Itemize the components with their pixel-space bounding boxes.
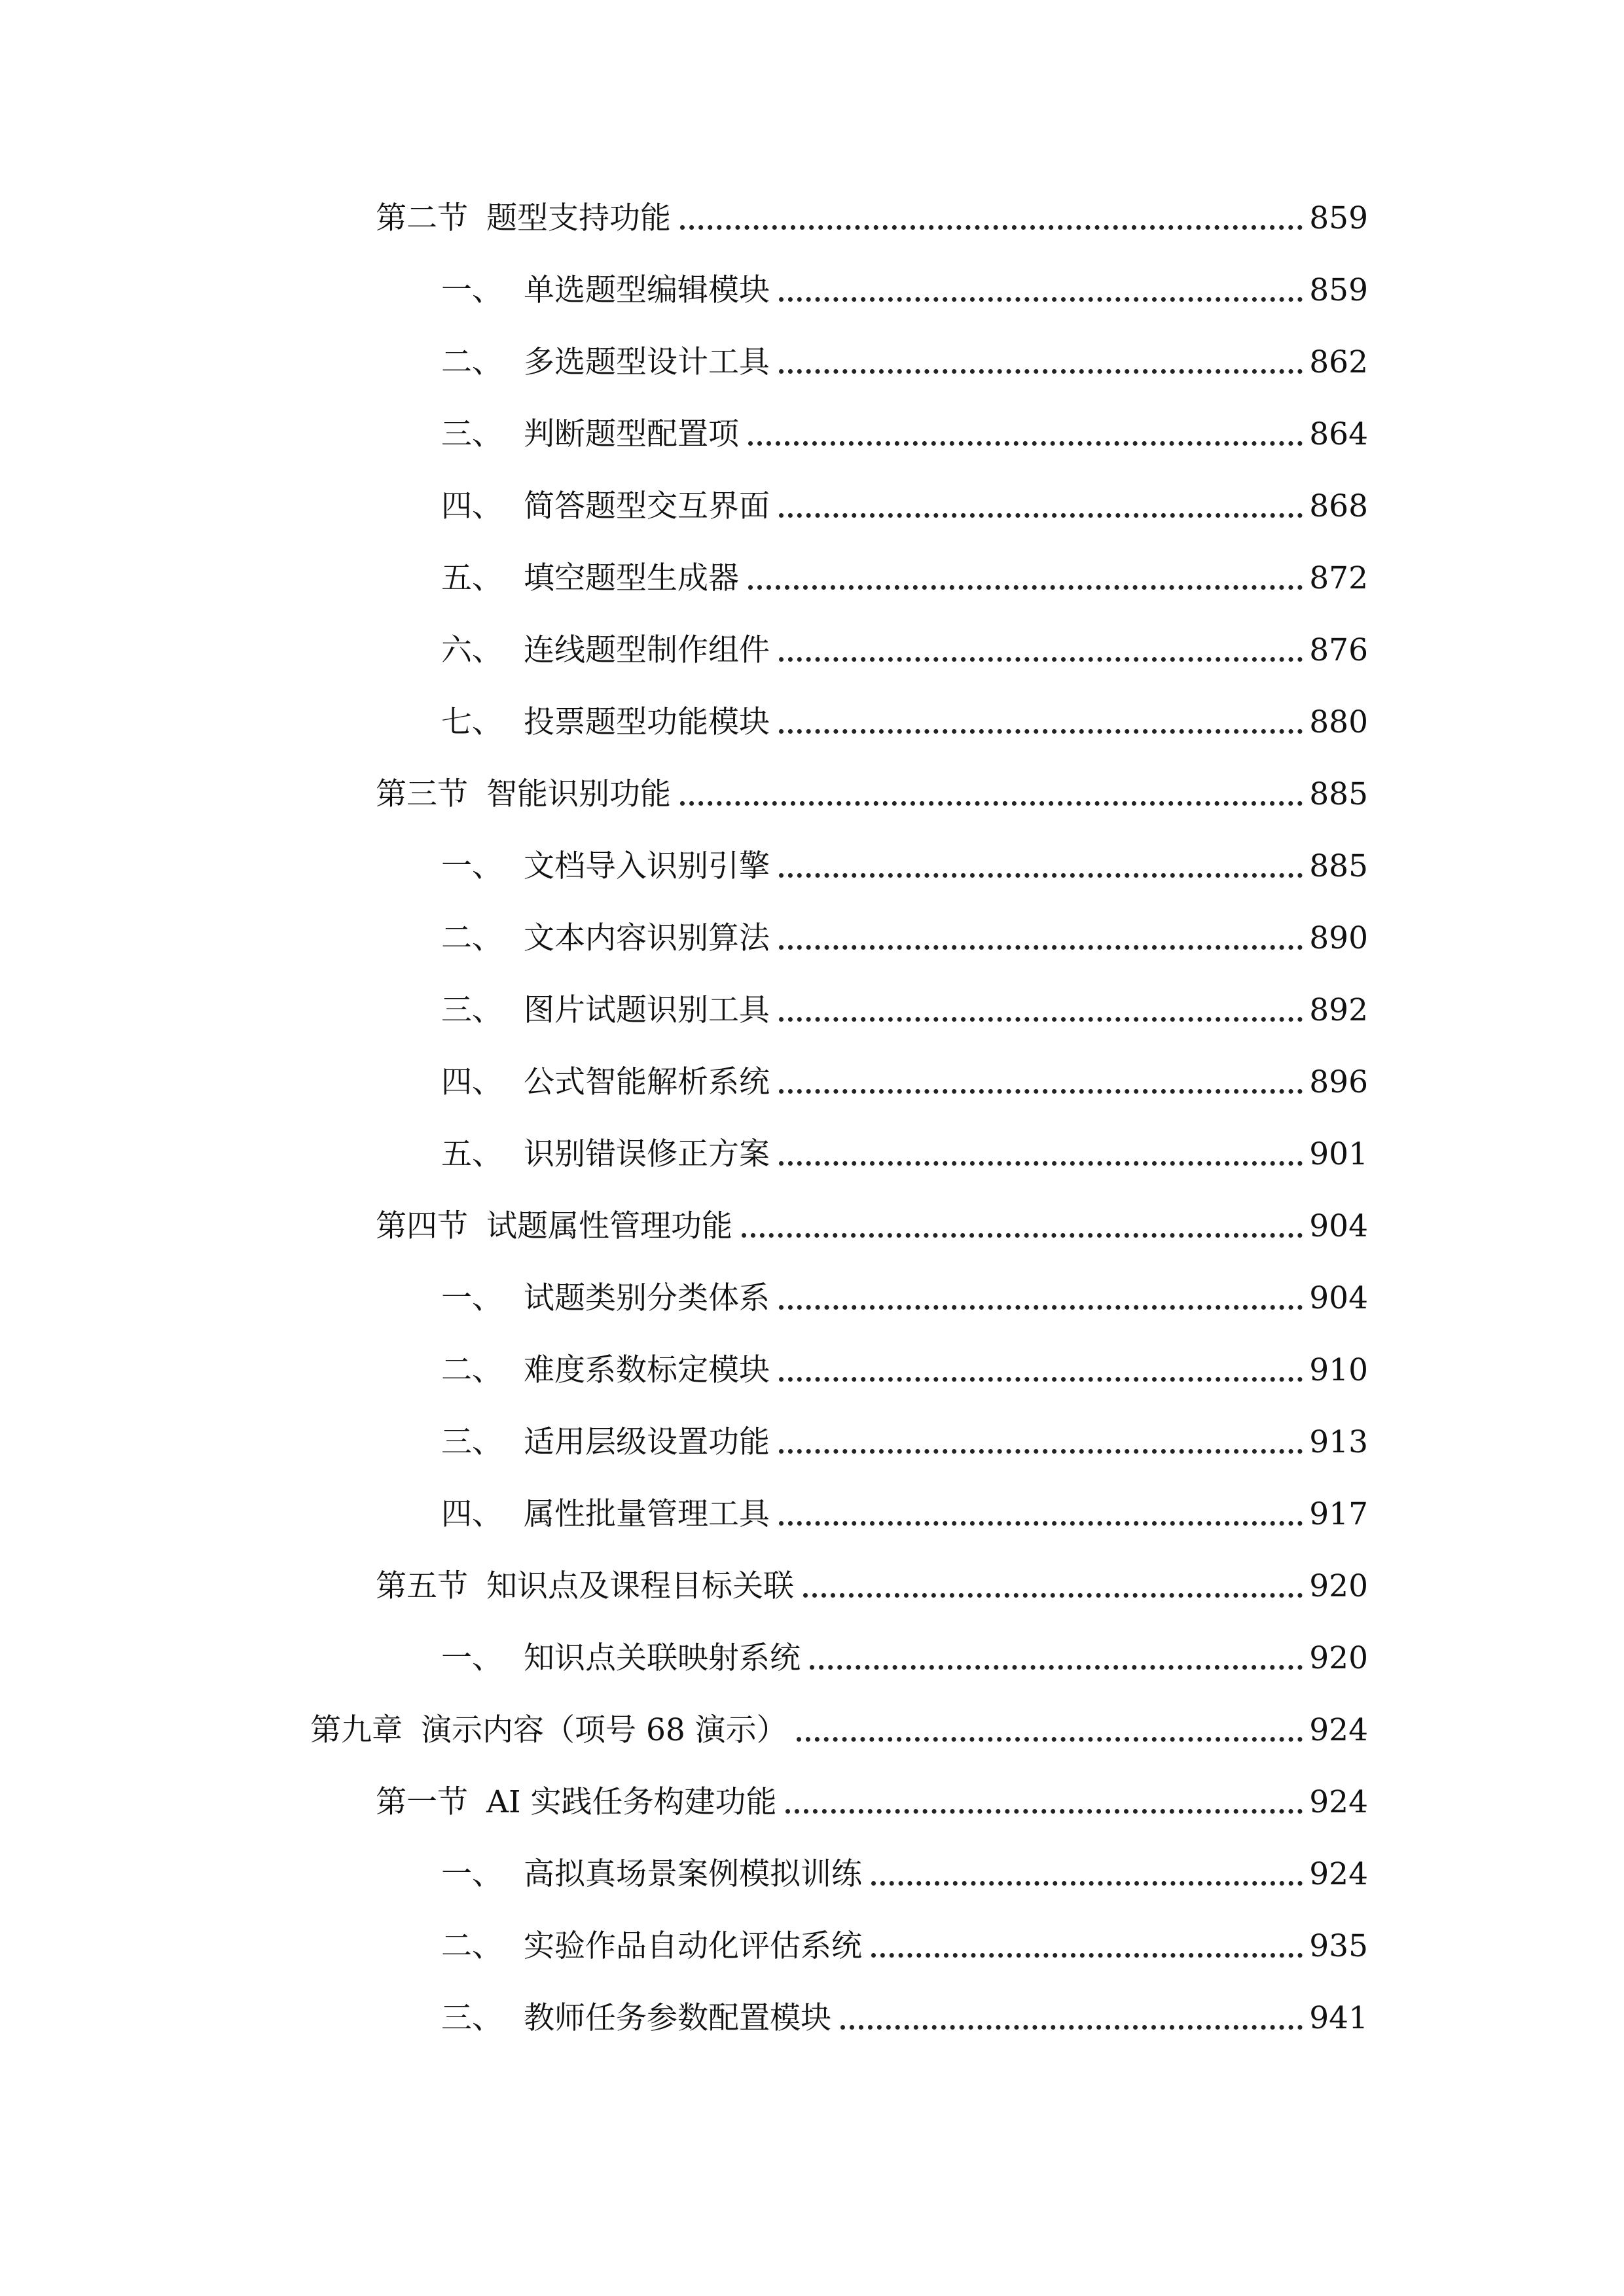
toc-entry-number: 第四节	[376, 1208, 468, 1244]
toc-entry-item[interactable]	[441, 1128, 1368, 1181]
toc-entry-item[interactable]	[441, 1992, 1368, 2045]
toc-entry-number: 第九章	[310, 1712, 403, 1748]
toc-entry-title: 演示内容（项号 68 演示）	[421, 1712, 787, 1748]
toc-entry-page-number: 859	[1309, 200, 1368, 236]
dot-leader	[779, 728, 1303, 734]
toc-entry-page-number: 885	[1309, 848, 1368, 884]
toc-entry-chapter[interactable]	[310, 1704, 1368, 1757]
toc-entry-title: 简答题型交互界面	[524, 488, 770, 524]
toc-entry-title: 试题类别分类体系	[524, 1280, 770, 1316]
toc-entry-item[interactable]	[441, 696, 1368, 749]
toc-entry-title: AI 实践任务构建功能	[486, 1784, 777, 1820]
toc-entry-item[interactable]	[441, 480, 1368, 533]
toc-entry-page-number: 935	[1309, 1928, 1368, 1964]
toc-entry-number: 四、	[441, 1496, 503, 1532]
toc-entry-item[interactable]	[441, 1344, 1368, 1397]
toc-entry-number: 六、	[441, 632, 503, 668]
toc-entry-title: 公式智能解析系统	[524, 1064, 770, 1100]
toc-entry-item[interactable]	[441, 840, 1368, 893]
toc-entry-section[interactable]	[376, 1776, 1368, 1829]
dot-leader	[748, 584, 1303, 590]
toc-entry-number: 三、	[441, 416, 503, 452]
toc-entry-number: 一、	[441, 848, 503, 884]
dot-leader	[779, 1016, 1303, 1022]
toc-entry-item[interactable]	[441, 1920, 1368, 1973]
toc-entry-page-number: 862	[1309, 344, 1368, 380]
dot-leader	[810, 1664, 1303, 1670]
toc-entry-title: 单选题型编辑模块	[524, 272, 770, 308]
toc-entry-page-number: 892	[1309, 992, 1368, 1028]
toc-entry-number: 第二节	[376, 200, 468, 236]
toc-entry-title: 题型支持功能	[486, 200, 671, 236]
toc-entry-page-number: 913	[1309, 1424, 1368, 1460]
toc-entry-number: 五、	[441, 560, 503, 596]
toc-entry-item[interactable]	[441, 1488, 1368, 1541]
toc-entry-number: 第三节	[376, 776, 468, 812]
toc-entry-page-number: 920	[1309, 1640, 1368, 1676]
dot-leader	[779, 1376, 1303, 1382]
dot-leader	[779, 1160, 1303, 1166]
toc-entry-number: 四、	[441, 1064, 503, 1100]
toc-entry-page-number: 904	[1309, 1208, 1368, 1244]
toc-entry-number: 一、	[441, 272, 503, 308]
dot-leader	[785, 1808, 1303, 1814]
toc-entry-title: 多选题型设计工具	[524, 344, 770, 380]
toc-entry-item[interactable]	[441, 336, 1368, 389]
toc-entry-page-number: 890	[1309, 920, 1368, 956]
toc-entry-title: 填空题型生成器	[524, 560, 739, 596]
dot-leader	[779, 368, 1303, 374]
dot-leader	[779, 1304, 1303, 1310]
toc-entry-number: 七、	[441, 704, 503, 740]
toc-entry-title: 难度系数标定模块	[524, 1352, 770, 1388]
toc-entry-title: 投票题型功能模块	[524, 704, 770, 740]
toc-entry-section[interactable]	[376, 1200, 1368, 1253]
toc-entry-page-number: 859	[1309, 272, 1368, 308]
dot-leader	[742, 1232, 1303, 1238]
dot-leader	[680, 224, 1303, 230]
toc-entry-section[interactable]	[376, 1560, 1368, 1613]
toc-entry-title: 文档导入识别引擎	[524, 848, 770, 884]
toc-entry-number: 二、	[441, 920, 503, 956]
toc-entry-number: 二、	[441, 1352, 503, 1388]
toc-entry-title: 智能识别功能	[486, 776, 671, 812]
toc-entry-page-number: 924	[1309, 1712, 1368, 1748]
toc-entry-title: 适用层级设置功能	[524, 1424, 770, 1460]
toc-entry-item[interactable]	[441, 552, 1368, 605]
toc-entry-title: 图片试题识别工具	[524, 992, 770, 1028]
toc-entry-title: 属性批量管理工具	[524, 1496, 770, 1532]
toc-entry-item[interactable]	[441, 912, 1368, 965]
toc-entry-title: 文本内容识别算法	[524, 920, 770, 956]
toc-entry-title: 试题属性管理功能	[486, 1208, 732, 1244]
toc-entry-title: 连线题型制作组件	[524, 632, 770, 668]
toc-entry-number: 四、	[441, 488, 503, 524]
toc-entry-item[interactable]	[441, 408, 1368, 461]
toc-entry-number: 五、	[441, 1136, 503, 1172]
dot-leader	[779, 1088, 1303, 1094]
toc-entry-number: 三、	[441, 2000, 503, 2036]
dot-leader	[779, 944, 1303, 950]
toc-entry-number: 一、	[441, 1280, 503, 1316]
toc-entry-number: 第一节	[376, 1784, 468, 1820]
dot-leader	[797, 1736, 1303, 1742]
toc-entry-number: 二、	[441, 1928, 503, 1964]
toc-entry-item[interactable]	[441, 1848, 1368, 1901]
toc-entry-page-number: 920	[1309, 1568, 1368, 1604]
toc-entry-title: 知识点关联映射系统	[524, 1640, 801, 1676]
dot-leader	[779, 1448, 1303, 1454]
toc-entry-page-number: 904	[1309, 1280, 1368, 1316]
toc-entry-title: 教师任务参数配置模块	[524, 2000, 831, 2036]
toc-entry-section[interactable]	[376, 768, 1368, 821]
toc-entry-item[interactable]	[441, 624, 1368, 677]
toc-entry-page-number: 941	[1309, 2000, 1368, 2036]
toc-entry-item[interactable]	[441, 1272, 1368, 1325]
toc-entry-title: 知识点及课程目标关联	[486, 1568, 794, 1604]
dot-leader	[871, 1880, 1303, 1886]
toc-entry-number: 三、	[441, 992, 503, 1028]
dot-leader	[779, 1520, 1303, 1526]
toc-entry-page-number: 868	[1309, 488, 1368, 524]
dot-leader	[748, 440, 1303, 446]
toc-entry-page-number: 901	[1309, 1136, 1368, 1172]
toc-entry-number: 三、	[441, 1424, 503, 1460]
toc-entry-title: 判断题型配置项	[524, 416, 739, 452]
toc-entry-title: 实验作品自动化评估系统	[524, 1928, 862, 1964]
toc-entry-item[interactable]	[441, 1056, 1368, 1109]
toc-entry-title: 识别错误修正方案	[524, 1136, 770, 1172]
dot-leader	[840, 2024, 1303, 2030]
toc-entry-page-number: 924	[1309, 1856, 1368, 1892]
dot-leader	[680, 800, 1303, 806]
toc-entry-number: 一、	[441, 1856, 503, 1892]
dot-leader	[779, 512, 1303, 518]
toc-entry-number: 一、	[441, 1640, 503, 1676]
toc-entry-page-number: 910	[1309, 1352, 1368, 1388]
toc-entry-page-number: 885	[1309, 776, 1368, 812]
toc-entry-page-number: 924	[1309, 1784, 1368, 1820]
dot-leader	[779, 656, 1303, 662]
toc-entry-section[interactable]	[376, 192, 1368, 245]
dot-leader	[779, 296, 1303, 302]
toc-entry-page-number: 880	[1309, 704, 1368, 740]
toc-entry-number: 二、	[441, 344, 503, 380]
toc-entry-page-number: 864	[1309, 416, 1368, 452]
toc-entry-page-number: 872	[1309, 560, 1368, 596]
toc-entry-item[interactable]	[441, 1416, 1368, 1469]
toc-entry-title: 高拟真场景案例模拟训练	[524, 1856, 862, 1892]
dot-leader	[779, 872, 1303, 878]
toc-entry-number: 第五节	[376, 1568, 468, 1604]
dot-leader	[803, 1592, 1303, 1598]
toc-entry-page-number: 876	[1309, 632, 1368, 668]
toc-entry-page-number: 917	[1309, 1496, 1368, 1532]
toc-entry-page-number: 896	[1309, 1064, 1368, 1100]
dot-leader	[871, 1952, 1303, 1958]
toc-entry-item[interactable]	[441, 264, 1368, 317]
toc-entry-item[interactable]	[441, 984, 1368, 1037]
toc-entry-item[interactable]	[441, 1632, 1368, 1685]
